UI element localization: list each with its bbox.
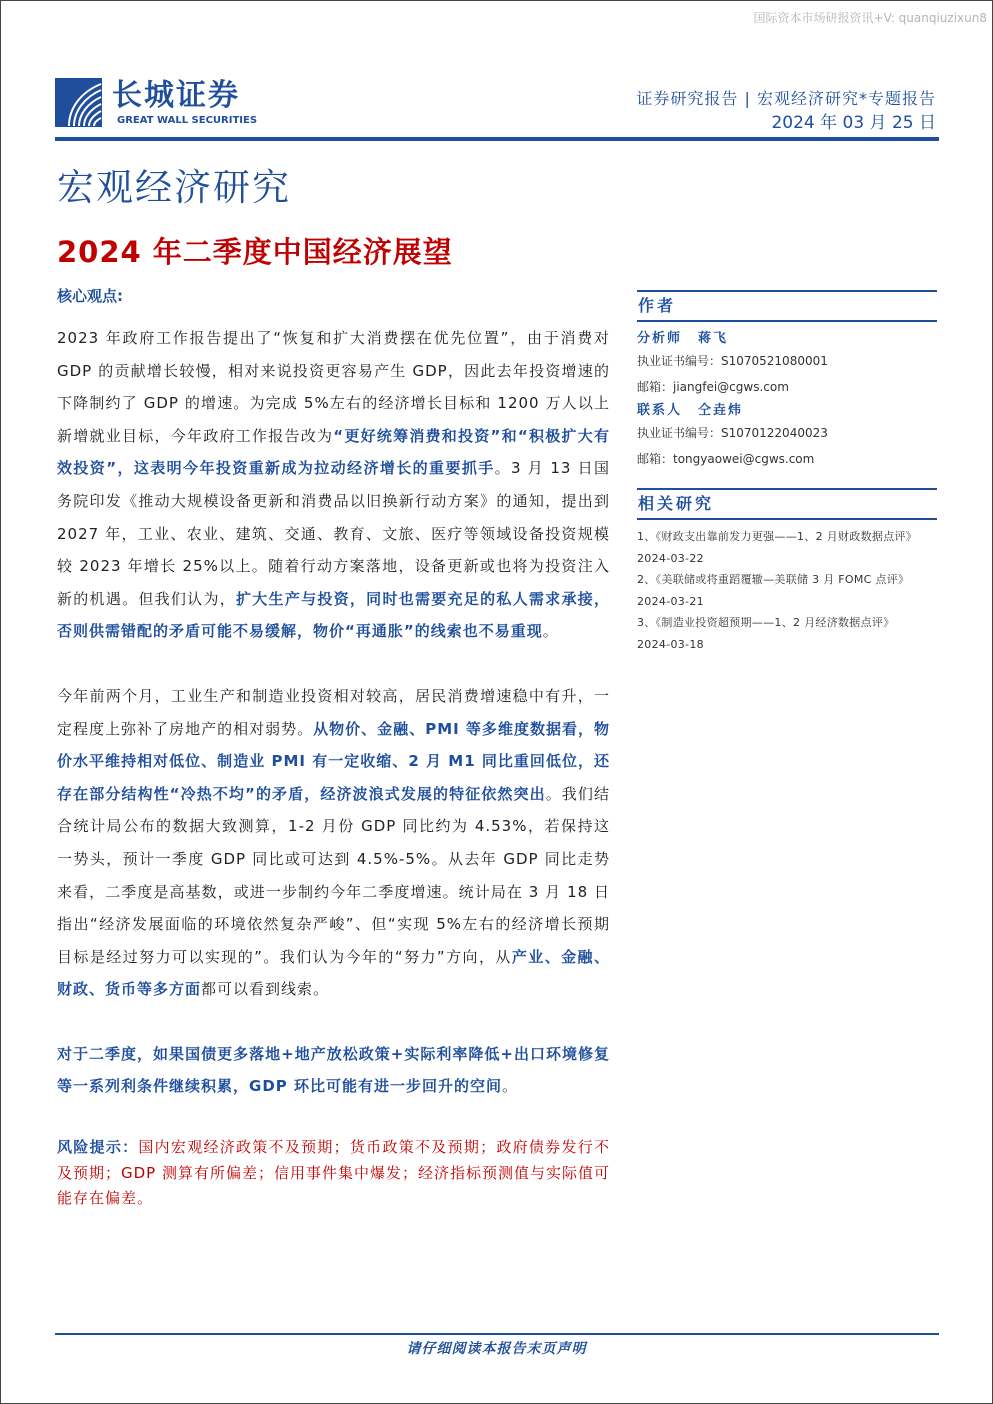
related-item[interactable]	[637, 612, 937, 655]
authors-section	[637, 290, 937, 472]
author-cert: 执业证书编号：S1070122040023	[637, 426, 828, 440]
great-wall-logo-icon	[55, 78, 102, 127]
series-title: 宏观经济研究	[57, 166, 291, 209]
sidebar	[637, 290, 937, 655]
text-segment: 。	[542, 622, 559, 641]
header-divider	[55, 137, 939, 141]
brand-name-cn: 长城证券	[112, 78, 240, 113]
author-role: 联系人	[637, 403, 683, 418]
text-segment: 。	[501, 1077, 518, 1096]
related-title[interactable]: 2、《美联储或将重蹈覆辙—美联储 3 月 FOMC 点评》	[637, 573, 910, 586]
related-research-section	[637, 488, 937, 655]
core-points-label: 核心观点:	[57, 287, 123, 305]
risk-warning	[57, 1135, 610, 1212]
footer-divider	[55, 1333, 939, 1335]
related-item[interactable]	[637, 569, 937, 612]
author-card	[637, 402, 937, 472]
author-email[interactable]: 邮箱：tongyaowei@cgws.com	[637, 452, 815, 466]
related-date: 2024-03-21	[637, 594, 704, 608]
report-title: 2024 年二季度中国经济展望	[57, 235, 453, 269]
highlight-segment: “更好统筹消费和投资”和“积极扩大有效投资”，这表明今年投资重新成为拉动经济增长的重要抓手	[57, 426, 610, 478]
report-date: 2024 年 03 月 25 日	[771, 113, 936, 133]
related-date: 2024-03-22	[637, 551, 704, 565]
risk-label: 风险提示：	[57, 1138, 139, 1157]
author-card	[637, 330, 937, 400]
related-title[interactable]: 3、《制造业投资超预期——1、2 月经济数据点评》	[637, 616, 895, 629]
paragraph-investment	[57, 322, 610, 648]
paragraph-q2	[57, 1038, 610, 1103]
related-date: 2024-03-18	[637, 637, 704, 651]
highlight-segment: 从物价、金融、PMI 等多维度数据看，物价水平维持相对低位、制造业 PMI 有一定收缩、2 月 M1 同比重回低位，还存在部分结构性“冷热不均”的矛盾，经济波浪式发展的特征依然突出	[57, 719, 610, 803]
authors-heading: 作者	[637, 290, 937, 322]
highlight-segment: 产业、金融、财政、货币等多方面	[57, 947, 610, 999]
risk-text: 国内宏观经济政策不及预期；货币政策不及预期；政府债券发行不及预期；GDP 测算有所偏差；信用事件集中爆发；经济指标预测值与实际值可能存在偏差。	[57, 1138, 610, 1208]
text-segment: 今年前两个月，工业生产和制造业投资相对较高，居民消费增速稳中有升，一定程度上弥补了房地产的相对弱势。	[57, 686, 610, 738]
related-heading: 相关研究	[637, 488, 937, 520]
highlight-segment: 对于二季度，如果国债更多落地+地产放松政策+实际利率降低+出口环境修复等一系列利条件继续积累，GDP 环比可能有进一步回升的空间	[57, 1044, 610, 1096]
related-title[interactable]: 1、《财政支出靠前发力更强——1、2 月财政数据点评》	[637, 530, 918, 543]
brand-name-en: GREAT WALL SECURITIES	[117, 115, 258, 126]
author-cert: 执业证书编号：S1070521080001	[637, 354, 828, 368]
report-type: 证券研究报告 | 宏观经济研究*专题报告	[636, 89, 936, 108]
text-segment: 2023 年政府工作报告提出了“恢复和扩大消费摆在优先位置”，由于消费对 GDP 的贡献增长较慢，相对来说投资更容易产生 GDP，因此去年投资增速的下降制约了 GDP 的增速。为完成 5%左右的经济增长目标和 1200 万人以上新增就业目标，今年政府工作报告改为	[57, 329, 610, 445]
author-name: 仝垚炜	[698, 403, 744, 418]
author-name: 蒋飞	[698, 331, 729, 346]
text-segment: 都可以看到线索。	[201, 980, 330, 999]
author-email[interactable]: 邮箱：jiangfei@cgws.com	[637, 380, 789, 394]
footer-disclaimer: 请仔细阅读本报告末页声明	[406, 1341, 587, 1357]
related-item[interactable]	[637, 526, 937, 569]
highlight-segment: 扩大生产与投资，同时也需要充足的私人需求承接，否则供需错配的矛盾可能不易缓解，物价“再通胀”的线索也不易重现	[57, 589, 610, 641]
text-segment: 。3 月 13 日国务院印发《推动大规模设备更新和消费品以旧换新行动方案》的通知，提出到 2027 年，工业、农业、建筑、交通、教育、文旅、医疗等领域设备投资规模较 2023 年增长 25%以上。随着行动方案落地，设备更新或也将为投资注入新的机遇。但我们认为，	[57, 459, 610, 608]
author-role: 分析师	[637, 331, 683, 346]
watermark: 国际资本市场研报资讯+V: quanqiuzixun8	[753, 11, 987, 25]
main-column	[57, 322, 610, 1212]
text-segment: 。我们结合统计局公布的数据大致测算，1-2 月份 GDP 同比约为 4.53%，若保持这一势头，预计一季度 GDP 同比或可达到 4.5%-5%。从去年 GDP 同比走势来看，二季度是高基数，或进一步制约今年二季度增速。统计局在 3 月 18 日指出“经济发展面临的环境依然复杂严峻”、但“实现 5%左右的经济增长预期目标是经过努力可以实现的”。我们认为今年的“努力”方向，从	[57, 784, 610, 966]
paragraph-outlook	[57, 680, 610, 1006]
